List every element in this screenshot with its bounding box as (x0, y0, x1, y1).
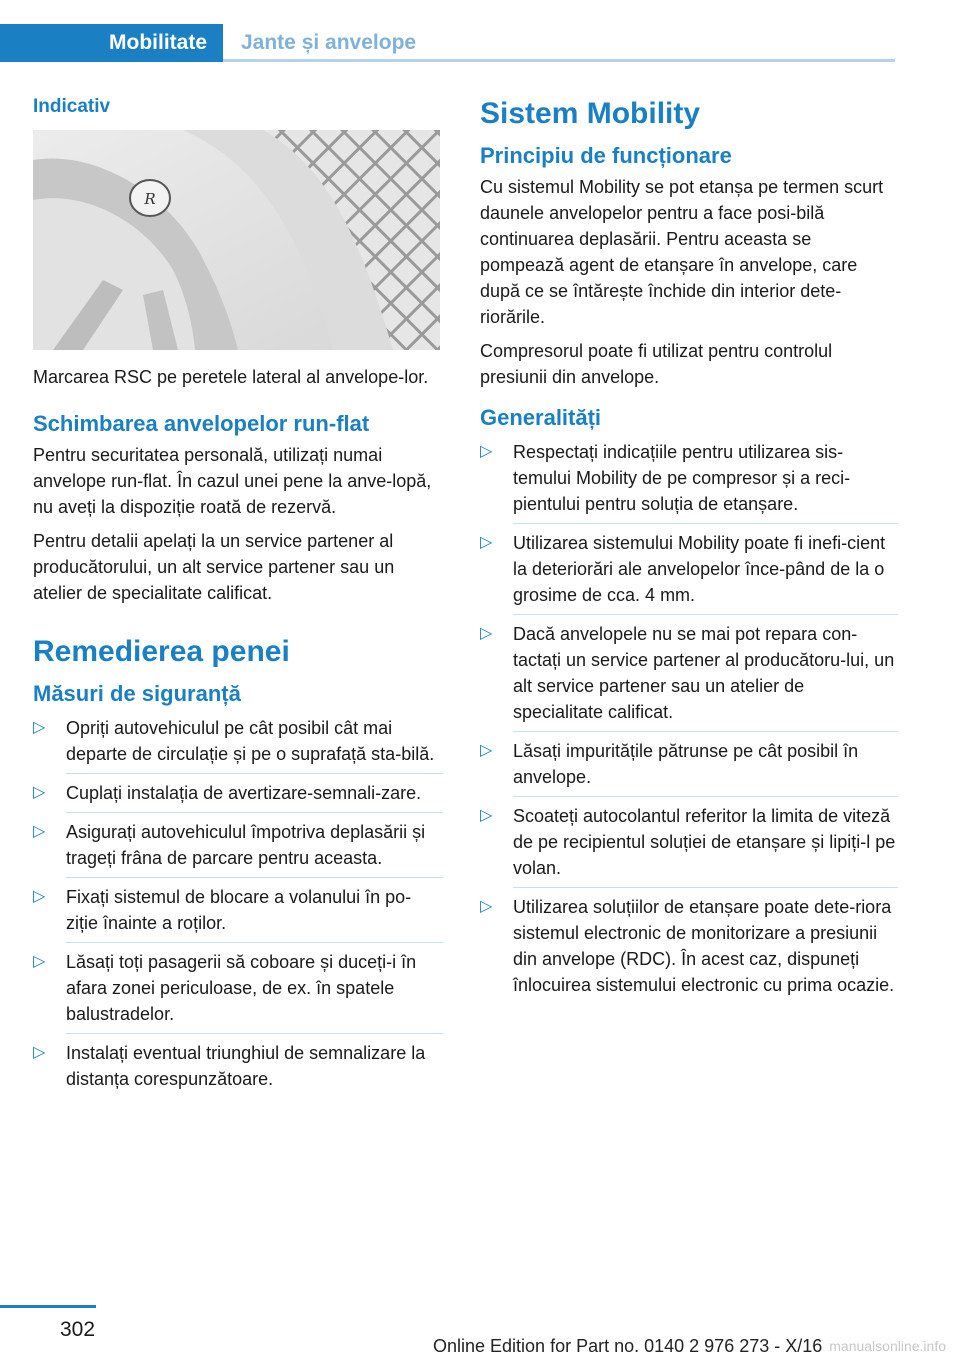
svg-text:R: R (144, 190, 156, 208)
list-item: ▷ Asigurați autovehiculul împotriva deplasării și trageți frâna de parcare pentru aceasta. (33, 819, 443, 878)
safety-list (33, 715, 443, 1098)
general-list (480, 439, 898, 1004)
triangle-right-icon: ▷ (33, 1044, 46, 1061)
section-title: Jante și anvelope (241, 31, 417, 54)
triangle-right-icon: ▷ (33, 953, 46, 970)
footer-accent-line (0, 1305, 96, 1308)
triangle-right-icon: ▷ (480, 534, 493, 551)
triangle-right-icon: ▷ (480, 443, 493, 460)
triangle-right-icon: ▷ (480, 807, 493, 824)
chapter-tab (0, 24, 223, 62)
figure-caption: Marcarea RSC pe peretele lateral al anvelope-lor. (33, 367, 429, 387)
list-item: ▷ Utilizarea soluțiilor de etanșare poate dete-riora sistemul electronic de monitorizare a presiunii din anvelope (RDC). În acest caz, dispuneți înlocuirea sistemului electronic cu prima ocazie. (480, 894, 898, 1004)
heading-masuri: Măsuri de siguranță (33, 680, 241, 706)
triangle-right-icon: ▷ (480, 898, 493, 915)
left-column (33, 96, 443, 1104)
header-divider (223, 59, 895, 62)
list-item: ▷ Fixați sistemul de blocare a volanului în po-ziție înainte a roților. (33, 884, 443, 943)
triangle-right-icon: ▷ (480, 625, 493, 642)
heading-runflat: Schimbarea anvelopelor run-flat (33, 411, 370, 436)
list-item: ▷ Lăsați impuritățile pătrunse pe cât posibil în anvelope. (480, 738, 898, 797)
list-item: ▷ Dacă anvelopele nu se mai pot repara con-tactați un service partener al producătoru-lui, un alt service partener sau un atelier de specialitate calificat. (480, 621, 898, 732)
triangle-right-icon: ▷ (33, 719, 46, 736)
triangle-right-icon: ▷ (33, 823, 46, 840)
heading-indicativ: Indicativ (33, 96, 111, 117)
triangle-right-icon: ▷ (33, 888, 46, 905)
list-item: ▷ Utilizarea sistemului Mobility poate fi inefi-cient la deteriorări ale anvelopelor înce-pând de la o grosime de cca. 4 mm. (480, 530, 898, 615)
list-item: ▷ Cuplați instalația de avertizare-semnali-zare. (33, 780, 443, 813)
triangle-right-icon: ▷ (480, 742, 493, 759)
list-item: ▷ Lăsați toți pasagerii să coboare și duceți-i în afara zonei periculoase, de ex. în spatele balustradelor. (33, 949, 443, 1034)
heading-remediere: Remedierea penei (33, 634, 290, 668)
right-column (480, 96, 898, 1010)
heading-mobility: Sistem Mobility (480, 97, 701, 130)
list-item: ▷ Scoateți autocolantul referitor la limita de viteză de pe recipientul soluției de etanșare și lipiți-l pe volan. (480, 803, 898, 888)
edition-note: Online Edition for Part no. 0140 2 976 273 - X/16 (433, 1336, 823, 1356)
heading-principiu: Principiu de funcționare (480, 143, 732, 168)
tire-rsc-illustration (33, 130, 440, 350)
runflat-paragraph-2: Pentru detalii apelați la un service partener al producătorului, un alt service partener sau un atelier de specialitate calificat. (33, 530, 395, 603)
watermark: manualsonline.info (829, 1338, 946, 1354)
triangle-right-icon: ▷ (33, 784, 46, 801)
chapter-title: Mobilitate (109, 31, 207, 54)
principiu-paragraph-2: Compresorul poate fi utilizat pentru controlul presiunii din anvelope. (480, 340, 833, 387)
page-header (0, 0, 960, 66)
heading-generalitati: Generalități (480, 404, 602, 430)
list-item: ▷ Opriți autovehiculul pe cât posibil cât mai departe de circulație și pe o suprafață sta-bilă. (33, 715, 443, 774)
list-item: ▷ Respectați indicațiile pentru utilizarea sis-temului Mobility de pe compresor și a reci-pientului pentru soluția de etanșare. (480, 439, 898, 524)
runflat-paragraph-1: Pentru securitatea personală, utilizați numai anvelope run-flat. În cazul unei pene la anve-lopă, nu aveți la dispoziție roată de rezervă. (33, 444, 432, 517)
page-number: 302 (60, 1318, 96, 1341)
list-item: ▷ Instalați eventual triunghiul de semnalizare la distanța corespunzătoare. (33, 1040, 443, 1098)
principiu-paragraph-1: Cu sistemul Mobility se pot etanșa pe termen scurt daunele anvelopelor pentru a face posi-bilă continuarea deplasării. Pentru aceasta se pompează agent de etanșare în anvelope, care după ce se întărește închide din interior dete-riorările. (480, 176, 884, 327)
